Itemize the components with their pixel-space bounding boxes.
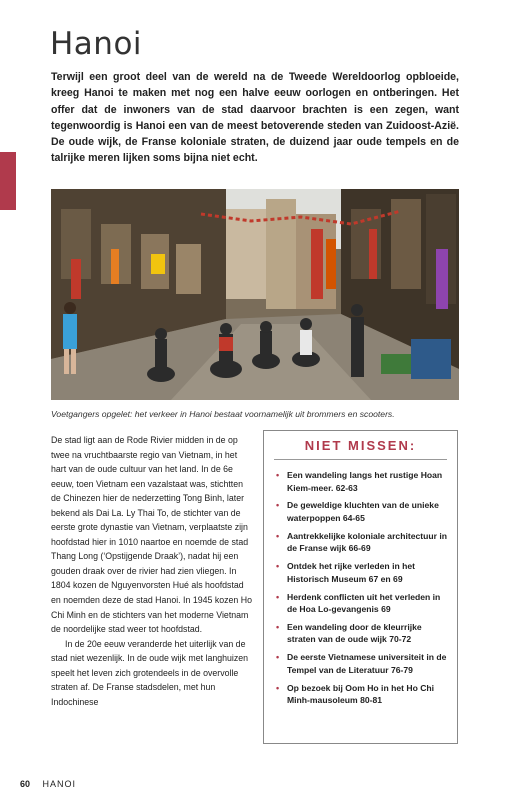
list-item: • Een wandeling langs het rustige Hoan Kiem-meer. 62-63	[276, 470, 443, 493]
bullet-icon: •	[276, 591, 280, 602]
page-ref: 70-72	[389, 634, 412, 645]
list-item: • Een wandeling door de kleurrijke straten van de oude wijk 70-72	[276, 621, 422, 645]
bullet-icon: •	[276, 682, 280, 693]
photo-caption: Voetgangers opgelet: het verkeer in Hanoi bestaat voornamelijk uit brommers en scooters.	[51, 409, 395, 419]
section-tab-marker	[0, 152, 16, 210]
page-ref: 80-81	[360, 695, 383, 706]
box-list	[264, 469, 457, 707]
niet-missen-box	[263, 430, 458, 744]
body-paragraph: In de 20e eeuw veranderde het uiterlijk van de stad niet wezenlijk. In de oude wijk met langhuizen speelt het leven zich grotendeels in de overvolle straten af. De Franse stadsdelen, met hun Indochinese	[51, 638, 249, 707]
page-ref: 76-79	[390, 664, 413, 675]
bullet-icon: •	[276, 561, 280, 572]
list-item: • Herdenk conflicten uit het verleden in de Hoa Lo-gevangenis 69	[276, 591, 441, 615]
page-ref: 64-65	[342, 512, 365, 523]
body-paragraph: De stad ligt aan de Rode Rivier midden in de op twee na vruchtbaarste regio van Vietnam, in het hart van de oude cultuur van het land. In de 6e eeuw, toen Vietnam een vazalstaat was, stichtten de Chinezen hier de nederzetting Tong Binh, later bekend als Dai La. Ly Thai To, de stichter van de eerste grote dynastie van Vietnam, verplaatste zijn hoofdstad hier in 1010 naartoe en noemde de stad Thang Long (‘Opstijgende Draak’), nadat hij een gouden draak over de rivier had zien vliegen. In 1804 kozen de Nguyenvorsten Hué als hoofdstad en noemden deze de stad Hanoi. In 1945 kozen Ho Chi Minh en de stichters van het moderne Vietnam de noordelijke stad weer tot hoofdstad.	[51, 435, 253, 635]
box-divider	[274, 459, 447, 460]
bullet-icon: •	[276, 530, 280, 541]
page-number: 60	[20, 779, 31, 789]
page-ref: 69	[381, 604, 391, 615]
bullet-icon: •	[276, 652, 280, 663]
page-ref: 66-69	[348, 543, 371, 554]
list-item: • De eerste Vietnamese universiteit in de Tempel van de Literatuur 76-79	[276, 652, 447, 675]
list-item: • De geweldige kluchten van de unieke waterpoppen 64-65	[276, 500, 439, 523]
section-name: HANOI	[42, 779, 77, 789]
box-heading: NIET MISSEN:	[304, 438, 417, 453]
list-item: • Ontdek het rijke verleden in het Historisch Museum 67 en 69	[276, 561, 415, 584]
street-photo	[51, 189, 459, 400]
page-ref: 67 en 69	[368, 573, 403, 584]
page-ref: 62-63	[335, 482, 358, 493]
page-footer	[20, 779, 76, 789]
intro-paragraph: Terwijl een groot deel van de wereld na de Tweede Wereldoorlog opbloeide, kreeg Hanoi te maken met nog een halve eeuw oorlogen en ontberingen. Het offer dat de inwoners van de stad daarvoor brachten is een zegen, want tegenwoordig is Hanoi een van de meest betoverende steden van Zuidoost-Azië. De oude wijk, de Franse koloniale straten, de duizend jaar oude tempels en de talrijke meren lijken soms bijna niet echt.	[51, 71, 459, 165]
list-item: • Op bezoek bij Oom Ho in het Ho Chi Minh-mausoleum 80-81	[276, 682, 435, 706]
bullet-icon: •	[276, 500, 280, 511]
page-title: Hanoi	[50, 26, 143, 62]
bullet-icon: •	[276, 470, 280, 480]
body-text-column	[51, 433, 254, 709]
list-item: • Aantrekkelijke koloniale architectuur in de Franse wijk 66-69	[276, 530, 447, 554]
bullet-icon: •	[276, 621, 280, 632]
